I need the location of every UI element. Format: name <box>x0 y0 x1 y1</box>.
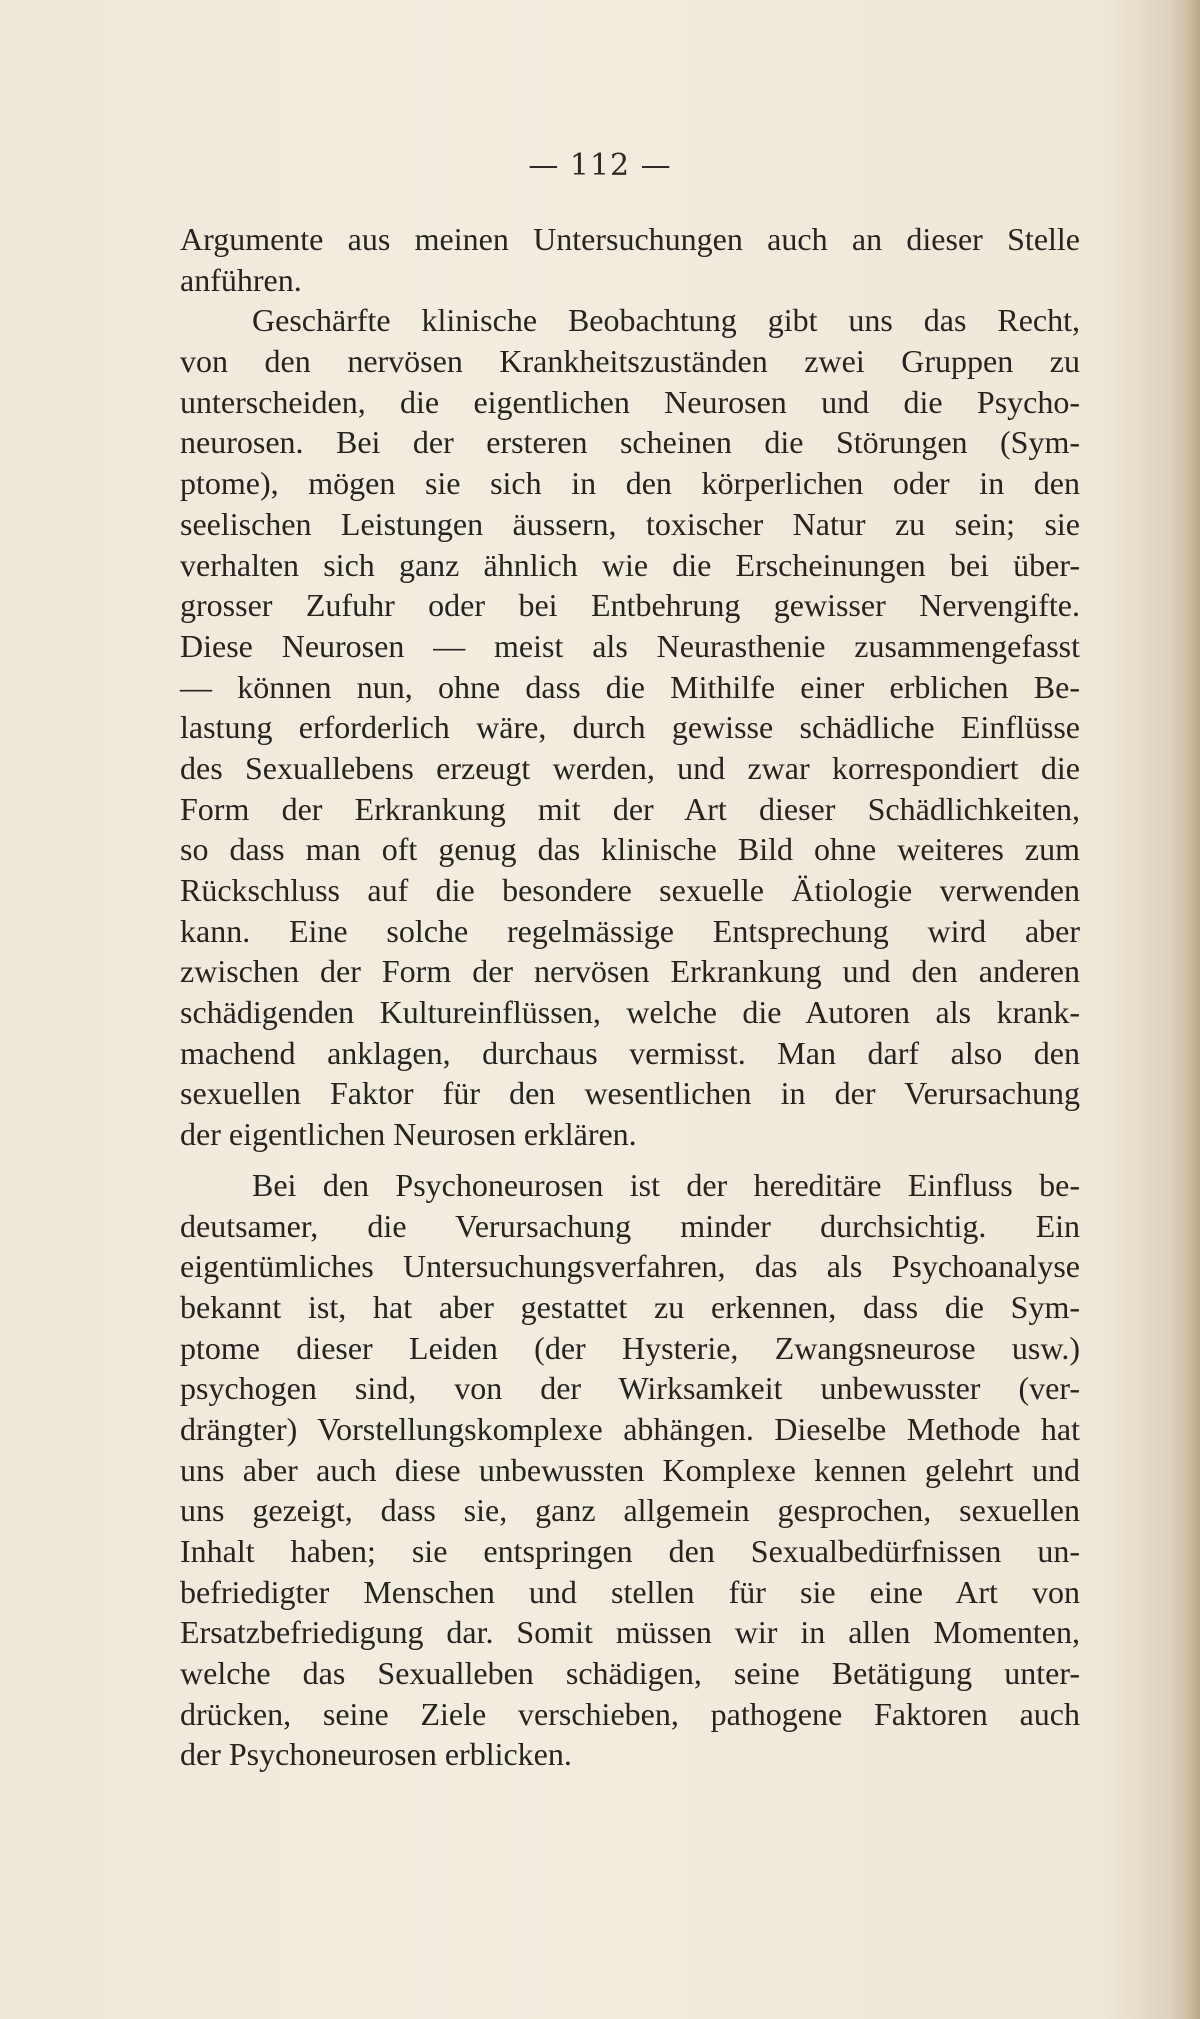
paragraph-3 <box>180 1165 1080 1775</box>
page-number: — 112 — <box>528 148 672 183</box>
text-line: seelischen Leistungen äussern, toxischer Natur zu sein; sie <box>180 505 1080 542</box>
text-line: neurosen. Bei der ersteren scheinen die Störungen (Sym- <box>180 424 1080 461</box>
text-line: Inhalt haben; sie entspringen den Sexualbedürfnissen un- <box>180 1533 1080 1569</box>
text-line: Diese Neurosen — meist als Neurasthenie zusammengefasst <box>180 627 1080 664</box>
text-line: Form der Erkrankung mit der Art dieser Schädlichkeiten, <box>180 790 1080 827</box>
text-line: grosser Zufuhr oder bei Entbehrung gewisser Nervengifte. <box>180 587 1080 624</box>
paragraph-gap <box>180 1155 1080 1165</box>
paragraph-1 <box>180 219 1080 300</box>
text-line: der Psychoneurosen erblicken. <box>180 1736 572 1773</box>
text-line: anführen. <box>180 261 302 298</box>
text-line: schädigenden Kultureinflüssen, welche die Autoren als krank- <box>180 994 1080 1031</box>
text-line: Geschärfte klinische Beobachtung gibt uns das Recht, <box>252 302 1080 339</box>
text-line: lastung erforderlich wäre, durch gewisse schädliche Einflüsse <box>180 709 1080 746</box>
text-line: deutsamer, die Verursachung minder durchsichtig. Ein <box>180 1207 1080 1244</box>
paragraph-2 <box>180 300 1080 1154</box>
text-line: welche das Sexualleben schädigen, seine Betätigung unter- <box>180 1655 1080 1692</box>
text-line: — können nun, ohne dass die Mithilfe einer erblichen Be- <box>180 668 1080 705</box>
text-line: Bei den Psychoneurosen ist der hereditäre Einfluss be- <box>252 1166 1080 1203</box>
text-line: drängter) Vorstellungskomplexe abhängen. Dieselbe Methode hat <box>180 1410 1080 1447</box>
text-line: von den nervösen Krankheitszuständen zwei Gruppen zu <box>180 343 1080 380</box>
text-line: machend anklagen, durchaus vermisst. Man darf also den <box>180 1034 1080 1071</box>
text-line: des Sexuallebens erzeugt werden, und zwar korrespondiert die <box>180 749 1080 786</box>
text-line: bekannt ist, hat aber gestattet zu erkennen, dass die Sym- <box>180 1288 1080 1325</box>
page-edge-shadow <box>1170 0 1200 2019</box>
text-line: so dass man oft genug das klinische Bild ohne weiteres zum <box>180 831 1080 868</box>
body-text <box>180 219 1080 1775</box>
text-line: ptome), mögen sie sich in den körperlichen oder in den <box>180 465 1080 502</box>
text-line: eigentümliches Untersuchungsverfahren, das als Psychoanalyse <box>180 1248 1080 1285</box>
text-line: befriedigter Menschen und stellen für sie eine Art von <box>180 1573 1080 1610</box>
text-line: der eigentlichen Neurosen erklären. <box>180 1116 637 1153</box>
text-line: Argumente aus meinen Untersuchungen auch an dieser Stelle <box>180 221 1080 257</box>
text-line: zwischen der Form der nervösen Erkrankung und den anderen <box>180 953 1080 990</box>
text-line: unterscheiden, die eigentlichen Neurosen und die Psycho- <box>180 383 1080 420</box>
text-line: ptome dieser Leiden (der Hysterie, Zwangsneurose usw.) <box>180 1329 1080 1366</box>
text-line: verhalten sich ganz ähnlich wie die Erscheinungen bei über- <box>180 546 1080 583</box>
text-line: psychogen sind, von der Wirksamkeit unbewusster (ver- <box>180 1370 1080 1407</box>
text-line: Rückschluss auf die besondere sexuelle Ätiologie verwenden <box>180 872 1080 908</box>
text-line: kann. Eine solche regelmässige Entsprechung wird aber <box>180 912 1080 949</box>
text-line: Ersatzbefriedigung dar. Somit müssen wir in allen Momenten, <box>180 1614 1080 1651</box>
text-line: uns aber auch diese unbewussten Komplexe kennen gelehrt und <box>180 1451 1080 1488</box>
text-line: uns gezeigt, dass sie, ganz allgemein gesprochen, sexuellen <box>180 1492 1080 1529</box>
text-line: drücken, seine Ziele verschieben, pathogene Faktoren auch <box>180 1695 1080 1732</box>
text-line: sexuellen Faktor für den wesentlichen in der Verursachung <box>180 1075 1080 1112</box>
